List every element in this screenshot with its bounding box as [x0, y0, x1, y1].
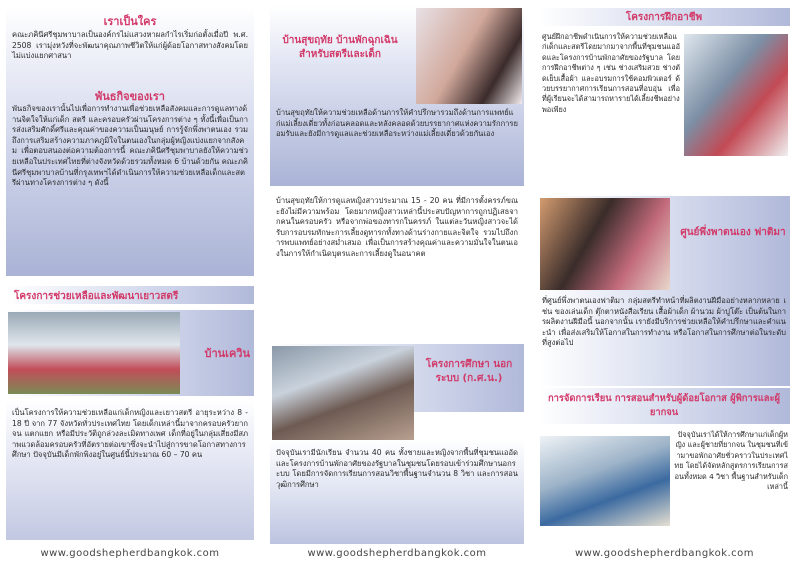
- vocation-text: ศูนย์ฝึกอาชีพดำเนินการให้ความช่วยเหลือแก่เด็กและสตรีโดยมากมาจากพื้นที่ชุมชนแออัดและโครงการบ้านพักอาศัยของรัฐบาล โดยการฝึกอาชีพต่าง ๆ เช่น ช่างเสริมสวย ช่างตัดเย็บเสื้อผ้า และอบรมการใช้คอมพิวเตอร์ ด้วยบรรยากาศการเรียนการสอนที่อบอุ่น เพื่อที่ผู้เรียนจะได้สามารถหารายได้เลี้ยงชีพอย่างพอเพียง: [542, 32, 681, 114]
- classroom-photo: [272, 346, 414, 440]
- about-text: คณะภคินีศรีชุมพาบาลเป็นองค์กรไม่แสวงหาผลกำไรเริ่มก่อตั้งเมื่อปี พ.ศ. 2508 เรามุ่งหวังที่จะพัฒนาคุณภาพชีวิตให้แก่ผู้ด้อยโอกาสทางสังคมโดยไม่แบ่งแยกศาสนา: [12, 30, 248, 61]
- heading-shelter: บ้านสุขฤทัย บ้านพักฉุกเฉินสำหรับสตรีและเด็ก: [282, 35, 398, 60]
- panel-right: [534, 0, 795, 567]
- center-text: ที่ศูนย์พึ่งพาตนเองฟาติมา กลุ่มสตรีทำหน้าที่ผลิตงานฝีมืออย่างหลากหลาย เช่น ของเล่นเด็ก ตุ๊กตาหนังสือเรียน เสื้อผ้าเด็ก ผ้านวม ผ้าปูโต๊ะ เป็นต้นในการผลิตงานฝีมือนี้ นอกจากนั้น เรายังมีบริการช่วยเหลือให้คำปรึกษาและคำแนะนำ เพื่อส่งเสริมให้โอกาสในการทำงาน หรือโอกาสในการศึกษาต่อในระดับที่สูงต่อไป: [542, 296, 786, 348]
- sewing-photo: [540, 198, 670, 290]
- edu-text: ปัจจุบันเรามีนักเรียน จำนวน 40 คน ทั้งชายและหญิงจากพื้นที่ชุมชนแออัดและโครงการบ้านพักอาศัยของรัฐบาลในชุมชนโดยรอบเข้าร่วมศึกษานอกระบบ โดยมีการจัดการเรียนการสอนวิชาพื้นฐานจำนวน 8 วิชา และการสอนวุฒิการศึกษา: [276, 448, 518, 489]
- footer-url-2[interactable]: www.goodshepherdbangkok.com: [307, 548, 487, 559]
- mother-baby-photo: [416, 8, 522, 104]
- footer-url-3[interactable]: www.goodshepherdbangkok.com: [574, 548, 755, 559]
- shelter-text-1: บ้านสุขฤทัยให้ความช่วยเหลือด้านการให้คำปรึกษารวมถึงด้านการแพทย์แก่แม่เลี้ยงเดี่ยวทั้งก่อนคลอดและหลังคลอดด้วยบรรยากาศแห่งความรักการยอมรับและยังมีการดูแลและช่วยเหลือระหว่างแม่เลี้ยงเดี่ยวด้วยกันเอง: [276, 108, 518, 139]
- salon-photo: [684, 34, 788, 156]
- study-photo: [540, 436, 670, 526]
- footer-url-1[interactable]: www.goodshepherdbangkok.com: [40, 548, 220, 559]
- group-photo: [8, 312, 180, 394]
- shelter-text-2: บ้านสุขฤทัยให้การดูแลหญิงสาวประมาณ 15 - 20 คน ที่มีการตั้งครรภ์ขณะยังไม่มีความพร้อม โดยมากหญิงสาวเหล่านี้ประสบปัญหาการถูกปฏิเสธจากคนในครอบครัว หรือจากพ่อของทารกในครรภ์ ในแต่ละวันหญิงสาวจะได้รับการอบรมทักษะการเลี้ยงดูทารกทั้งทางด้านร่างกายและจิตใจ รวมไปถึงการพบแพทย์อย่างสม่ำเสมอ เพื่อเป็นการสร้างคุณค่าและความมั่นใจในตนเองในการให้กำเนิดบุตรและการเลี้ยงดูในอนาคต: [276, 196, 518, 258]
- panel-middle: [266, 0, 528, 567]
- school-text: ปัจจุบันเราได้ให้การศึกษาแก่เด็กผู้หญิง และผู้ชายที่ยากจน ในชุมชนที่เข้ามาขอพักอาศัยชั่วคราวในประเทศไทย โดยได้จัดหลักสูตรการเรียนการสอนทั้งหมด 4 วิชา พื้นฐานสำหรับเด็กเหล่านี้: [674, 430, 788, 492]
- house-name: บ้านเควิน: [204, 347, 250, 360]
- heading-school: การจัดการเรียน การสอนสำหรับผู้ด้อยโอกาส ผู้พิการและผู้ยากจน: [547, 393, 781, 418]
- mission-text: พันธกิจของเรานั้นไปเพื่อการทำงานเพื่อช่วยเหลือสังคมและการดูแลทางด้านจิตใจให้แก่เด็ก สตรี และครอบครัวผ่านโครงการต่าง ๆ ทั้งนี้เพื่อเป็นการส่งเสริมศักดิ์ศรีและคุณค่าของความเป็นมนุษย์ การรู้จักพึ่งพาตนเอง รวมถึงการเสริมสร้างความภาคภูมิใจในตนเองในกลุ่มผู้หญิงแบ่งแยกจากสังคม เพื่อตอบสนองต่อความต้องการนี้ คณะภคินีศรีชุมพาบาลยังให้ความช่วยเหลือในประเทศไทยที่ต่างจังหวัดด้วยรวมทั้งหมด 6 บ้านด้วยกัน คณะภคินีศรีชุมพาบาลบ้านที่กรุงเทพฯได้ดำเนินการให้ความช่วยเหลือเด็กและสตรีผ่านทางโครงการต่าง ๆ ดังนี้: [12, 104, 248, 188]
- panel-left: [0, 0, 260, 567]
- heading-mission: พันธกิจของเรา: [95, 90, 165, 103]
- heading-youth: โครงการช่วยเหลือและพัฒนาเยาวสตรี: [14, 291, 179, 302]
- heading-edu: โครงการศึกษา นอกระบบ (ก.ศ.น.): [425, 359, 513, 384]
- youth-text: เป็นโครงการให้ความช่วยเหลือแก่เด็กหญิงและเยาวสตรี อายุระหว่าง 8 - 18 ปี จาก 77 จังหวัดทั่วประเทศไทย โดยเด็กเหล่านี้มาจากครอบครัวยากจน แตกแยก หรือมีประวัติถูกล่วงละเมิดทางเพศ เด็กที่อยู่ในกลุ่มเสี่ยงมีสภาพแวดล้อมครอบครัวที่อัตรายต่อเขาซึ่งจะนำไปสู่การขาดโอกาสทางการศึกษา ปัจจุบันมีเด็กพักพิงอยู่ในศูนย์นี้ประมาณ 60 – 70 คน: [12, 408, 248, 460]
- heading-center: ศูนย์พึ่งพาตนเอง ฟาติมา: [680, 227, 786, 238]
- heading-vocation: โครงการฝึกอาชีพ: [625, 12, 703, 23]
- heading-about: เราเป็นใคร: [103, 15, 157, 28]
